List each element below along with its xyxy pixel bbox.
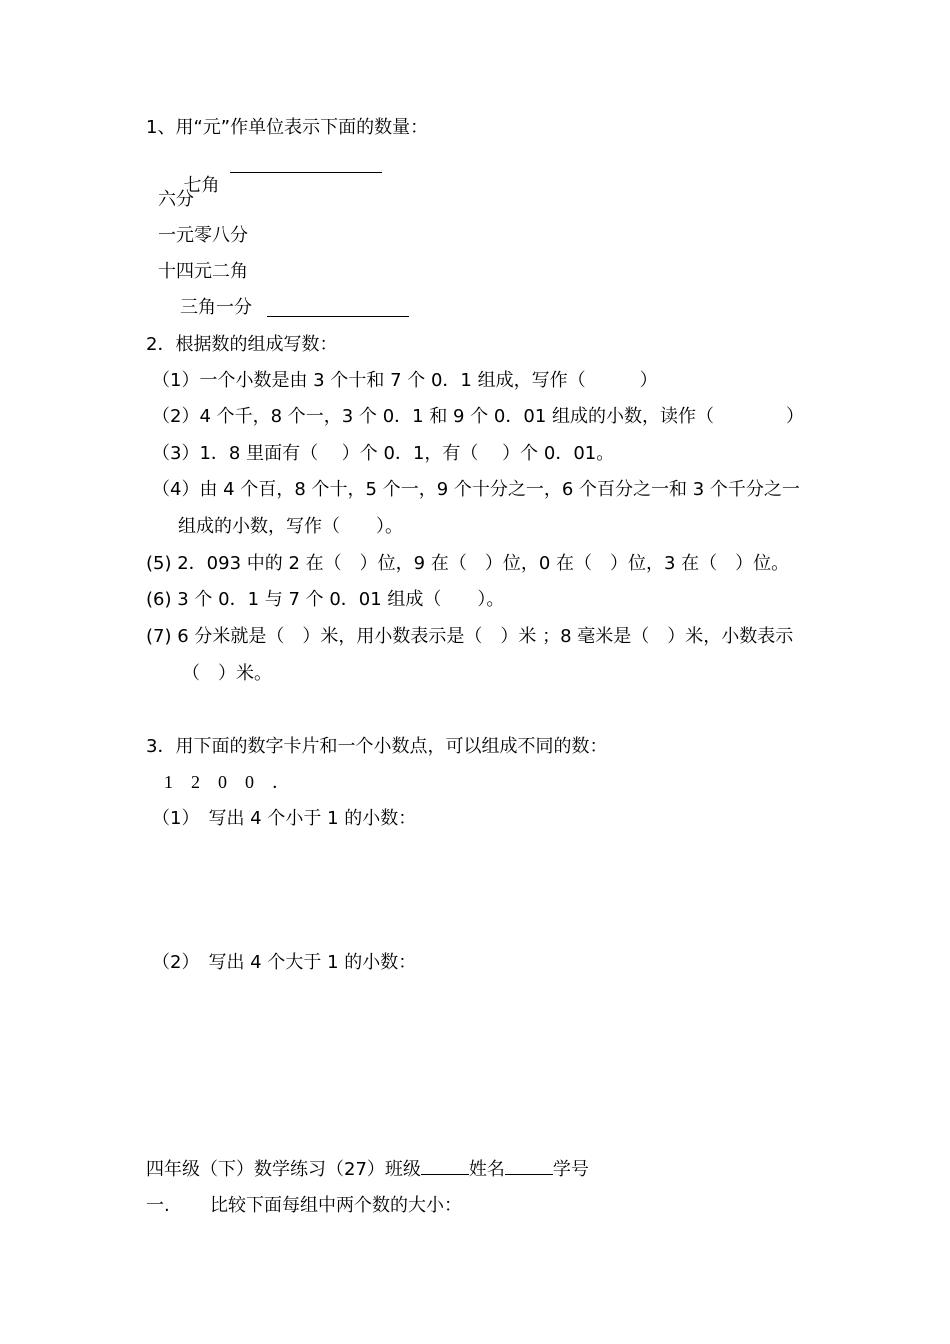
q3-sub-2: （2） 写出 4 个大于 1 的小数： (152, 952, 417, 973)
q1-answer-line-1[interactable] (230, 158, 382, 173)
q1-item-5: 三角一分 (180, 297, 252, 318)
q2-item-4-cont: 组成的小数，写作（ ）。 (178, 516, 403, 537)
header-title: 四年级（下）数学练习（27）班级 (146, 1159, 421, 1180)
class-blank[interactable] (421, 1160, 469, 1175)
q1-item-1-label: 七角 (183, 175, 220, 196)
q1-title: 1、用“元”作单位表示下面的数量： (146, 117, 429, 138)
q2-item-5: (5) 2．093 中的 2 在（ ）位，9 在（ ）位，0 在（ ）位，3 在（ ）位。 (146, 553, 790, 574)
q1-item-3: 一元零八分 (158, 225, 248, 246)
q2-item-6: (6) 3 个 0．1 与 7 个 0．01 组成（ ）。 (146, 589, 505, 610)
section-one-number: 一. (146, 1195, 170, 1216)
q2-item-3: （3）1．8 里面有（ ）个 0．1，有（ ）个 0．01。 (152, 443, 615, 464)
q1-item-4: 十四元二角 (158, 261, 248, 282)
q2-title: 2．根据数的组成写数： (146, 334, 338, 355)
q1-item-2: 六分 (158, 189, 194, 210)
q3-number-cards: 1 2 0 0 ． (164, 772, 290, 792)
q2-item-7-cont: （ ）米。 (182, 663, 272, 684)
section-one-title: 比较下面每组中两个数的大小： (210, 1195, 462, 1216)
name-blank[interactable] (505, 1160, 553, 1175)
q3-sub-1: （1） 写出 4 个小于 1 的小数： (152, 808, 417, 829)
q1-answer-line-5[interactable] (267, 302, 409, 317)
student-id-label: 学号 (552, 1159, 589, 1180)
name-label: 姓名 (468, 1159, 505, 1180)
q2-item-2: （2）4 个千，8 个一，3 个 0．1 和 9 个 0．01 组成的小数，读作（ ） (152, 406, 805, 427)
next-worksheet-header (146, 1159, 589, 1181)
q2-item-7: (7) 6 分米就是（ ）米，用小数表示是（ ）米 ；8 毫米是（ ）米，小数表示 (146, 626, 794, 647)
q2-item-4: （4）由 4 个百，8 个十，5 个一，9 个十分之一，6 个百分之一和 3 个千分之一 (152, 479, 800, 500)
q2-item-1: （1）一个小数是由 3 个十和 7 个 0．1 组成，写作（ ） (152, 370, 658, 391)
q3-title: 3．用下面的数字卡片和一个小数点，可以组成不同的数： (146, 736, 608, 757)
